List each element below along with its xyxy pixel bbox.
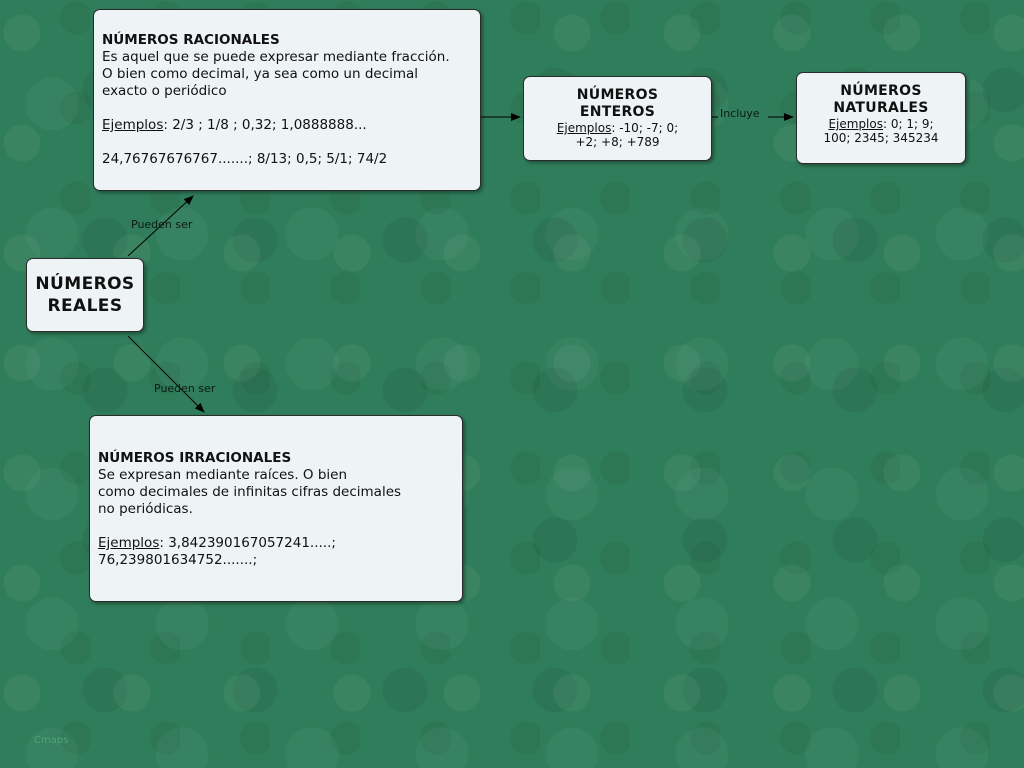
node-title: NÚMEROS RACIONALES xyxy=(102,32,280,48)
node-title: NÚMEROS IRRACIONALES xyxy=(98,450,292,466)
node-title: REALES xyxy=(47,296,123,316)
watermark: Cmaps xyxy=(34,735,69,746)
examples-text: : 3,842390167057241.....; xyxy=(159,535,336,551)
node-numeros-enteros[interactable] xyxy=(523,76,712,161)
examples-line: +2; +8; +789 xyxy=(575,135,660,149)
node-numeros-reales[interactable] xyxy=(26,258,144,332)
examples-line: 76,239801634752.......; xyxy=(98,552,258,568)
examples-label: Ejemplos xyxy=(828,117,883,131)
node-title: NATURALES xyxy=(833,100,929,116)
examples-line: 100; 2345; 345234 xyxy=(823,131,939,145)
examples-line xyxy=(524,121,711,135)
node-title: ENTEROS xyxy=(579,104,656,120)
examples-line xyxy=(797,117,965,131)
node-numeros-racionales[interactable] xyxy=(93,9,481,191)
node-title: NÚMEROS xyxy=(576,87,659,103)
node-numeros-naturales[interactable] xyxy=(796,72,966,164)
node-text-line: O bien como decimal, ya sea como un decimal xyxy=(102,66,419,82)
connector-reales-to-irracionales xyxy=(128,336,204,412)
link-label-reales-irracionales: Pueden ser xyxy=(154,382,216,395)
examples-label: Ejemplos xyxy=(102,117,164,133)
node-title: NÚMEROS xyxy=(840,83,922,99)
examples-line xyxy=(102,117,472,134)
examples-text: : 0; 1; 9; xyxy=(883,117,934,131)
examples-line xyxy=(98,535,454,552)
node-text-line: Es aquel que se puede expresar mediante fracción. xyxy=(102,49,450,65)
examples-text: : 2/3 ; 1/8 ; 0,32; 1,0888888... xyxy=(163,117,367,133)
node-text-line: Se expresan mediante raíces. O bien xyxy=(98,467,348,483)
examples-label: Ejemplos xyxy=(98,535,160,551)
node-numeros-irracionales[interactable] xyxy=(89,415,463,602)
link-label-reales-racionales: Pueden ser xyxy=(131,218,193,231)
node-title: NÚMEROS xyxy=(35,274,135,294)
blank-line xyxy=(102,100,472,117)
blank-line xyxy=(98,518,454,535)
examples-label: Ejemplos xyxy=(556,121,612,135)
node-text-line: como decimales de infinitas cifras decimales xyxy=(98,484,402,500)
blank-line xyxy=(102,134,472,151)
node-text-line: exacto o periódico xyxy=(102,83,227,99)
examples-text: : -10; -7; 0; xyxy=(611,121,679,135)
node-text-line: no periódicas. xyxy=(98,501,193,517)
link-label-enteros-naturales: Incluye xyxy=(720,107,760,120)
examples-line: 24,76767676767.......; 8/13; 0,5; 5/1; 74/2 xyxy=(102,151,388,167)
